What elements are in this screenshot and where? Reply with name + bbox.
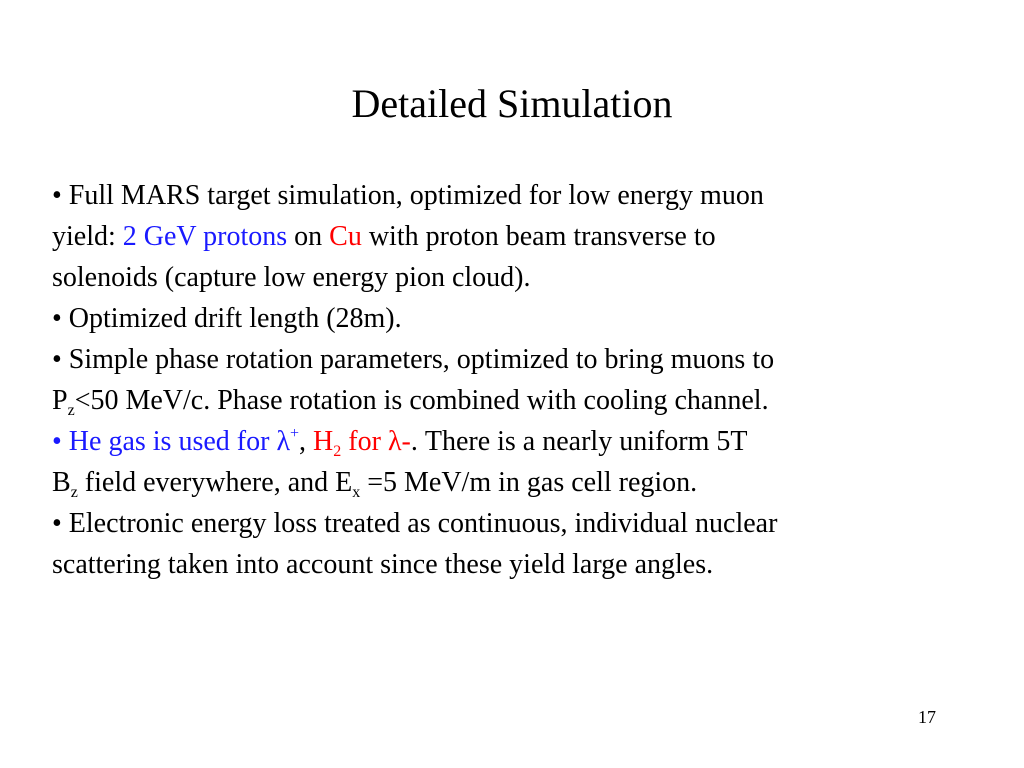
superscript: + bbox=[290, 425, 300, 442]
highlight-h2: H bbox=[313, 426, 334, 457]
text-run: field everywhere, and E bbox=[77, 467, 353, 498]
slide-title: Detailed Simulation bbox=[351, 81, 673, 126]
text-run: • Simple phase rotation parameters, optimized to bring muons to bbox=[52, 344, 775, 375]
text-run: solenoids (capture low energy pion cloud). bbox=[52, 262, 531, 293]
highlight-target-material: Cu bbox=[329, 221, 362, 252]
text-run: yield: bbox=[52, 221, 123, 252]
text-run: B bbox=[52, 467, 71, 498]
bullet-phase-rotation-line-2 bbox=[52, 380, 992, 421]
text-run: on bbox=[287, 221, 330, 252]
highlight-he-gas: • He gas is used for bbox=[52, 426, 277, 457]
text-run: with proton beam transverse to bbox=[361, 221, 716, 252]
bullet-energy-loss-line-2 bbox=[52, 544, 992, 585]
subscript: z bbox=[67, 402, 75, 419]
text-run: • Full MARS target simulation, optimized for low energy muon bbox=[52, 180, 764, 211]
text-run: • Optimized drift length (28m). bbox=[52, 303, 402, 334]
bullet-full-mars-line-1 bbox=[52, 175, 992, 216]
text-run: =5 MeV/m in gas cell region. bbox=[360, 467, 698, 498]
subscript: 2 bbox=[333, 443, 342, 460]
text-run: P bbox=[52, 385, 68, 416]
bullet-full-mars-line-3 bbox=[52, 257, 992, 298]
bullet-full-mars-line-2 bbox=[52, 216, 992, 257]
subscript: z bbox=[70, 484, 78, 501]
bullet-energy-loss-line-1 bbox=[52, 503, 992, 544]
highlight-proton-energy: 2 GeV protons bbox=[122, 221, 288, 252]
text-run: • Electronic energy loss treated as continuous, individual nuclear bbox=[52, 508, 778, 539]
highlight-lambda-plus: λ bbox=[276, 426, 291, 457]
text-run: <50 MeV/c. Phase rotation is combined with cooling channel. bbox=[74, 385, 769, 416]
subscript: x bbox=[352, 484, 361, 501]
slide-body bbox=[52, 175, 992, 585]
bullet-gas-line-2 bbox=[52, 462, 992, 503]
bullet-gas-line-1 bbox=[52, 421, 992, 462]
bullet-drift-length bbox=[52, 298, 992, 339]
page-number: 17 bbox=[918, 707, 936, 727]
text-run: . There is a nearly uniform 5T bbox=[410, 426, 748, 457]
text-run: scattering taken into account since these yield large angles. bbox=[52, 549, 714, 580]
text-run: , bbox=[299, 426, 314, 457]
bullet-phase-rotation-line-1 bbox=[52, 339, 992, 380]
highlight-for: for bbox=[341, 426, 388, 457]
highlight-lambda-minus: λ- bbox=[387, 426, 411, 457]
